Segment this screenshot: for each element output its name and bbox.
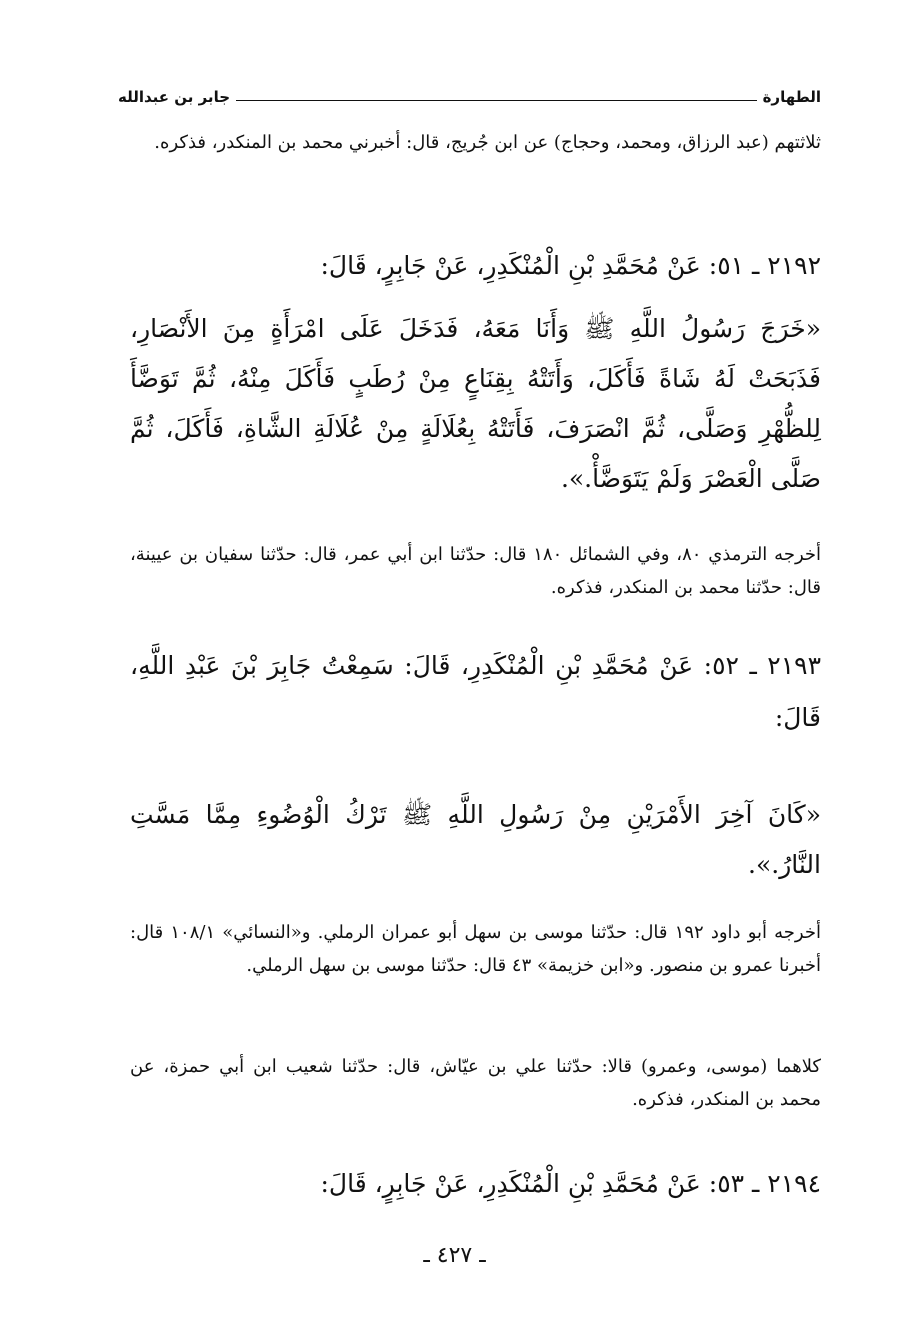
- chapter-title: الطهارة: [762, 88, 821, 106]
- source-note: أخرجه الترمذي ٨٠، وفي الشمائل ١٨٠ قال: حدّثنا ابن أبي عمر، قال: حدّثنا سفيان بن عيينة، قال: حدّثنا محمد بن المنكدر، فذكره.: [130, 544, 821, 598]
- hadith-heading: ٢١٩٤ ـ ٥٣: عَنْ مُحَمَّدِ بْنِ الْمُنْكَدِرِ، عَنْ جَابِرٍ، قَالَ:: [320, 1169, 821, 1198]
- source-note: أخرجه أبو داود ١٩٢ قال: حدّثنا موسى بن سهل أبو عمران الرملي. و«النسائي» ١٠٨/١ قال: أخبرنا عمرو بن منصور. و«ابن خزيمة» ٤٣ قال: حدّثنا موسى بن سهل الرملي.: [130, 922, 821, 976]
- narrator-title: جابر بن عبدالله: [118, 88, 231, 106]
- hadith-heading: ٢١٩٣ ـ ٥٢: عَنْ مُحَمَّدِ بْنِ الْمُنْكَدِرِ، قَالَ: سَمِعْتُ جَابِرَ بْنَ عَبْدِ اللَّهِ، قَالَ:: [130, 651, 822, 732]
- hadith-heading: ٢١٩٢ ـ ٥١: عَنْ مُحَمَّدِ بْنِ الْمُنْكَدِرِ، عَنْ جَابِرٍ، قَالَ:: [320, 251, 821, 280]
- hadith-text: «خَرَجَ رَسُولُ اللَّهِ ﷺ وَأَنَا مَعَهُ، فَدَخَلَ عَلَى امْرَأَةٍ مِنَ الأَنْصَارِ، فَذَبَحَتْ لَهُ شَاةً فَأَكَلَ، وَأَتَتْهُ بِقِنَاعٍ مِنْ رُطَبٍ فَأَكَلَ مِنْهُ، ثُمَّ تَوَضَّأَ لِلظُّهْرِ وَصَلَّى، ثُمَّ انْصَرَفَ، فَأَتَتْهُ بِعُلَالَةٍ مِنْ عُلَالَةِ الشَّاةِ، فَأَكَلَ، ثُمَّ صَلَّى الْعَصْرَ وَلَمْ يَتَوَضَّأْ.».: [130, 314, 821, 493]
- running-header: [118, 88, 821, 106]
- page-number: ـ ٤٢٧ ـ: [423, 1243, 486, 1268]
- source-note: كلاهما (موسى، وعمرو) قالا: حدّثنا علي بن عيّاش، قال: حدّثنا شعيب ابن أبي حمزة، عن محمد بن المنكدر، فذكره.: [130, 1056, 821, 1110]
- source-note: ثلاثتهم (عبد الرزاق، ومحمد، وحجاج) عن ابن جُريج، قال: أخبرني محمد بن المنكدر، فذكره.: [154, 132, 821, 153]
- hadith-text: «كَانَ آخِرَ الأَمْرَيْنِ مِنْ رَسُولِ اللَّهِ ﷺ تَرْكُ الْوُضُوءِ مِمَّا مَسَّتِ النَّارُ.».: [130, 800, 821, 879]
- header-rule: [236, 100, 757, 101]
